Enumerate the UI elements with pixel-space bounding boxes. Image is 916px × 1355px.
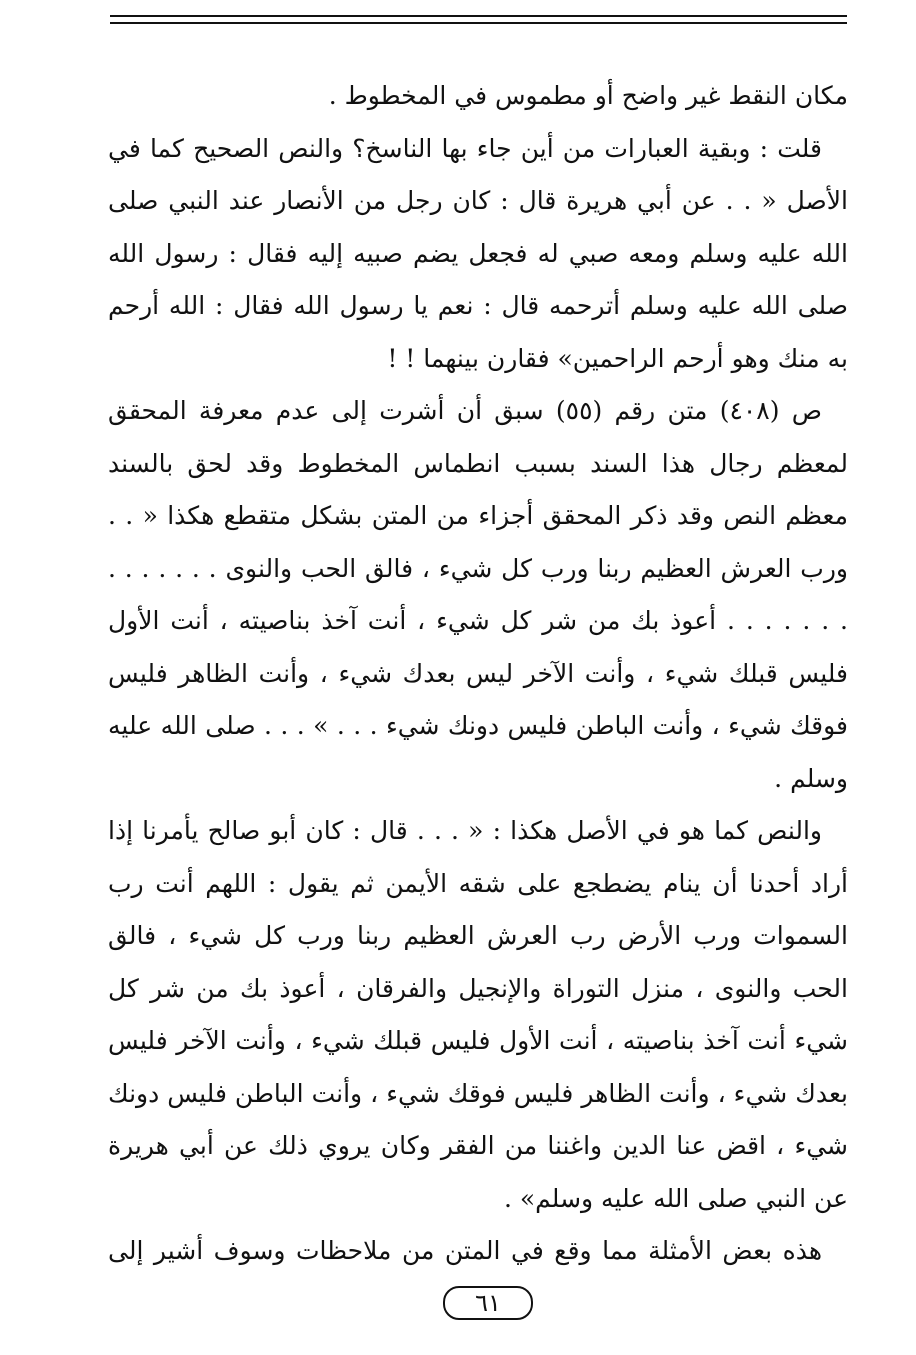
header-rule-top bbox=[110, 15, 847, 17]
paragraph-4: والنص كما هو في الأصل هكذا : « . . . قال : كان أبو صالح يأمرنا إذا أراد أحدنا أن ينام يضطجع على شقه الأيمن ثم يقول : اللهم أنت رب السموات ورب الأرض رب العرش العظيم ربنا ورب كل شيء ، فالق الحب والنوى ، منزل التوراة والإنجيل والفرقان ، أعوذ بك من شر كل شيء أنت آخذ بناصيته ، أنت الأول فليس قبلك شيء ، وأنت الآخر فليس بعدك شيء ، وأنت الظاهر فليس فوقك شيء ، وأنت الباطن فليس دونك شيء ، اقض عنا الدين واغننا من الفقر وكان يروي ذلك عن أبي هريرة عن النبي صلى الله عليه وسلم» . bbox=[108, 816, 848, 1213]
paragraph-2: قلت : وبقية العبارات من أين جاء بها الناسخ؟ والنص الصحيح كما في الأصل « . . عن أبي هريرة قال : كان رجل من الأنصار عند النبي صلى الله عليه وسلم ومعه صبي له فجعل يضم صبيه إليه فقال : رسول الله صلى الله عليه وسلم أترحمه قال : نعم يا رسول الله فقال : الله أرحم به منك وهو أرحم الراحمين» فقارن بينهما ! ! bbox=[108, 133, 848, 373]
paragraph-3: ص (٤٠٨) متن رقم (٥٥) سبق أن أشرت إلى عدم معرفة المحقق لمعظم رجال هذا السند بسبب انطماس المخطوط وقد لحق بالسند معظم النص وقد ذكر المحقق أجزاء من المتن بشكل متقطع هكذا « . . ورب العرش العظيم ربنا ورب كل شيء ، فالق الحب والنوى . . . . . . . . . . . . . . أعوذ بك من شر كل شيء ، أنت آخذ بناصيته ، أنت الأول فليس قبلك شيء ، وأنت الآخر ليس بعدك شيء ، وأنت الظاهر فليس فوقك شيء ، وأنت الباطن فليس دونك شيء . . . » . . . صلى الله عليه وسلم . bbox=[108, 396, 848, 793]
paragraph-5: هذه بعض الأمثلة مما وقع في المتن من ملاحظات وسوف أشير إلى bbox=[108, 1236, 822, 1265]
header-rule-bottom bbox=[110, 22, 847, 24]
page-number: ٦١ bbox=[443, 1286, 533, 1320]
paragraph-1: مكان النقط غير واضح أو مطموس في المخطوط . bbox=[328, 81, 848, 110]
body-text bbox=[108, 70, 848, 1278]
